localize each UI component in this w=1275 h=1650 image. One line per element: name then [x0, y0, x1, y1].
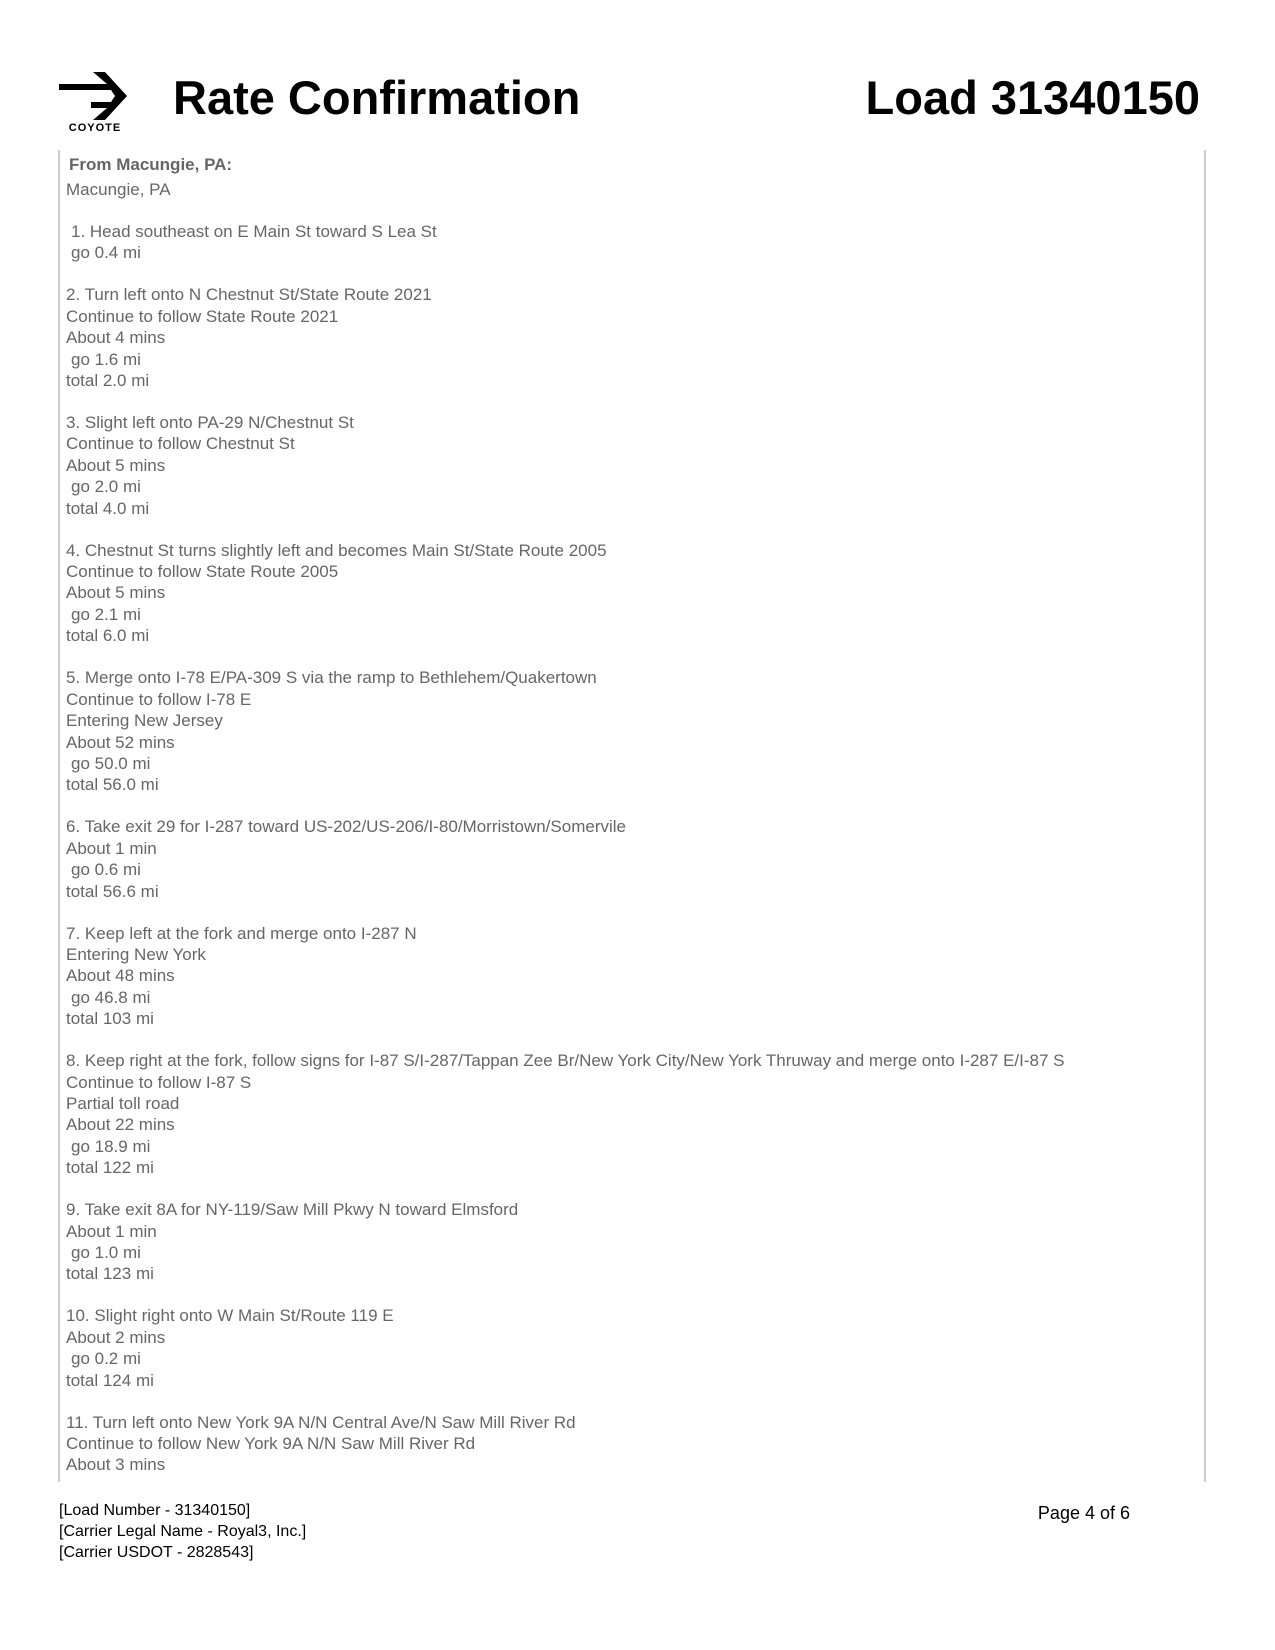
step-detail: About 3 mins: [66, 1455, 166, 1475]
direction-step: [66, 221, 1200, 264]
step-distance: go 2.0 mi: [71, 477, 141, 497]
direction-step: [66, 923, 1200, 1030]
step-distance: go 50.0 mi: [71, 753, 151, 773]
document-title: Rate Confirmation: [173, 71, 581, 124]
step-distance: go 1.0 mi: [71, 1243, 141, 1262]
step-detail: Continue to follow State Route 2005: [66, 562, 339, 582]
step-detail: Continue to follow State Route 2021: [66, 306, 339, 326]
step-distance: go 2.1 mi: [71, 604, 141, 624]
step-total: total 56.0 mi: [66, 775, 159, 795]
step-total: total 56.6 mi: [66, 881, 159, 901]
step-instruction: 10. Slight right onto W Main St/Route 119 E: [66, 1306, 394, 1326]
step-detail: About 2 mins: [66, 1327, 166, 1347]
direction-step: [66, 1305, 1200, 1391]
from-heading: From Macungie, PA:: [69, 155, 233, 174]
step-instruction: 3. Slight left onto PA-29 N/Chestnut St: [66, 413, 354, 433]
load-title: Load 31340150: [865, 71, 1200, 124]
direction-step: [66, 667, 1200, 795]
step-detail: About 5 mins: [66, 583, 166, 603]
direction-step: [66, 1199, 1200, 1285]
step-total: total 2.0 mi: [66, 371, 150, 391]
step-detail: About 1 min: [66, 838, 157, 858]
step-instruction: 7. Keep left at the fork and merge onto I-287 N: [66, 923, 417, 943]
step-instruction: 6. Take exit 29 for I-287 toward US-202/US-206/I-80/Morristown/Somervile: [66, 817, 626, 837]
step-detail: Continue to follow I-87 S: [66, 1072, 252, 1092]
direction-step: [66, 816, 1200, 902]
direction-step: [66, 1050, 1200, 1178]
step-detail: Continue to follow Chestnut St: [66, 434, 295, 454]
step-instruction: 2. Turn left onto N Chestnut St/State Route 2021: [66, 285, 432, 305]
step-total: total 124 mi: [66, 1370, 154, 1390]
step-distance: go 18.9 mi: [71, 1136, 151, 1156]
footer-carrier-name: [Carrier Legal Name - Royal3, Inc.]: [59, 1523, 307, 1540]
step-detail: About 5 mins: [66, 455, 166, 475]
step-total: total 4.0 mi: [66, 498, 150, 518]
step-distance: go 46.8 mi: [71, 987, 151, 1007]
footer-info: [59, 1500, 306, 1563]
step-detail: About 4 mins: [66, 328, 166, 348]
step-detail: About 22 mins: [66, 1115, 175, 1135]
step-detail: Partial toll road: [66, 1093, 180, 1113]
footer-load-number: [Load Number - 31340150]: [59, 1502, 251, 1519]
from-place: Macungie, PA: [66, 180, 171, 199]
direction-step: [66, 1412, 1200, 1476]
page-header: [0, 0, 1275, 150]
direction-step: [66, 412, 1200, 519]
step-distance: go 0.6 mi: [71, 860, 141, 880]
step-instruction: 9. Take exit 8A for NY-119/Saw Mill Pkwy N toward Elmsford: [66, 1200, 519, 1220]
coyote-logo-mark-icon: [55, 72, 135, 120]
step-detail: About 52 mins: [66, 732, 175, 752]
step-detail: About 1 min: [66, 1221, 157, 1241]
step-total: total 123 mi: [66, 1264, 154, 1284]
step-distance: go 1.6 mi: [71, 349, 141, 369]
direction-step: [66, 284, 1200, 391]
step-instruction: 1. Head southeast on E Main St toward S Lea St: [71, 222, 437, 241]
step-detail: Entering New Jersey: [66, 711, 223, 731]
step-detail: Continue to follow New York 9A N/N Saw Mill River Rd: [66, 1434, 476, 1454]
step-instruction: 4. Chestnut St turns slightly left and becomes Main St/State Route 2005: [66, 540, 607, 560]
coyote-logo: [55, 72, 135, 136]
step-total: total 6.0 mi: [66, 626, 150, 646]
step-detail: About 48 mins: [66, 966, 175, 986]
step-instruction: 8. Keep right at the fork, follow signs for I-87 S/I-287/Tappan Zee Br/New York City/New York Thruway and merge onto I-287 E/I-87 S: [66, 1051, 1065, 1071]
step-detail: Continue to follow I-78 E: [66, 689, 252, 709]
page-number: Page 4 of 6: [1037, 1503, 1130, 1523]
step-detail: Entering New York: [66, 944, 206, 964]
logo-text: COYOTE: [68, 122, 122, 134]
step-distance: go 0.4 mi: [71, 243, 141, 263]
directions-panel: [58, 150, 1206, 1482]
step-total: total 103 mi: [66, 1009, 154, 1029]
step-instruction: 11. Turn left onto New York 9A N/N Central Ave/N Saw Mill River Rd: [66, 1412, 576, 1432]
direction-step: [66, 540, 1200, 647]
footer-carrier-usdot: [Carrier USDOT - 2828543]: [59, 1544, 254, 1561]
step-instruction: 5. Merge onto I-78 E/PA-309 S via the ramp to Bethlehem/Quakertown: [66, 668, 597, 688]
direction-steps: [66, 221, 1200, 1482]
step-distance: go 0.2 mi: [71, 1349, 141, 1369]
step-total: total 122 mi: [66, 1158, 154, 1178]
